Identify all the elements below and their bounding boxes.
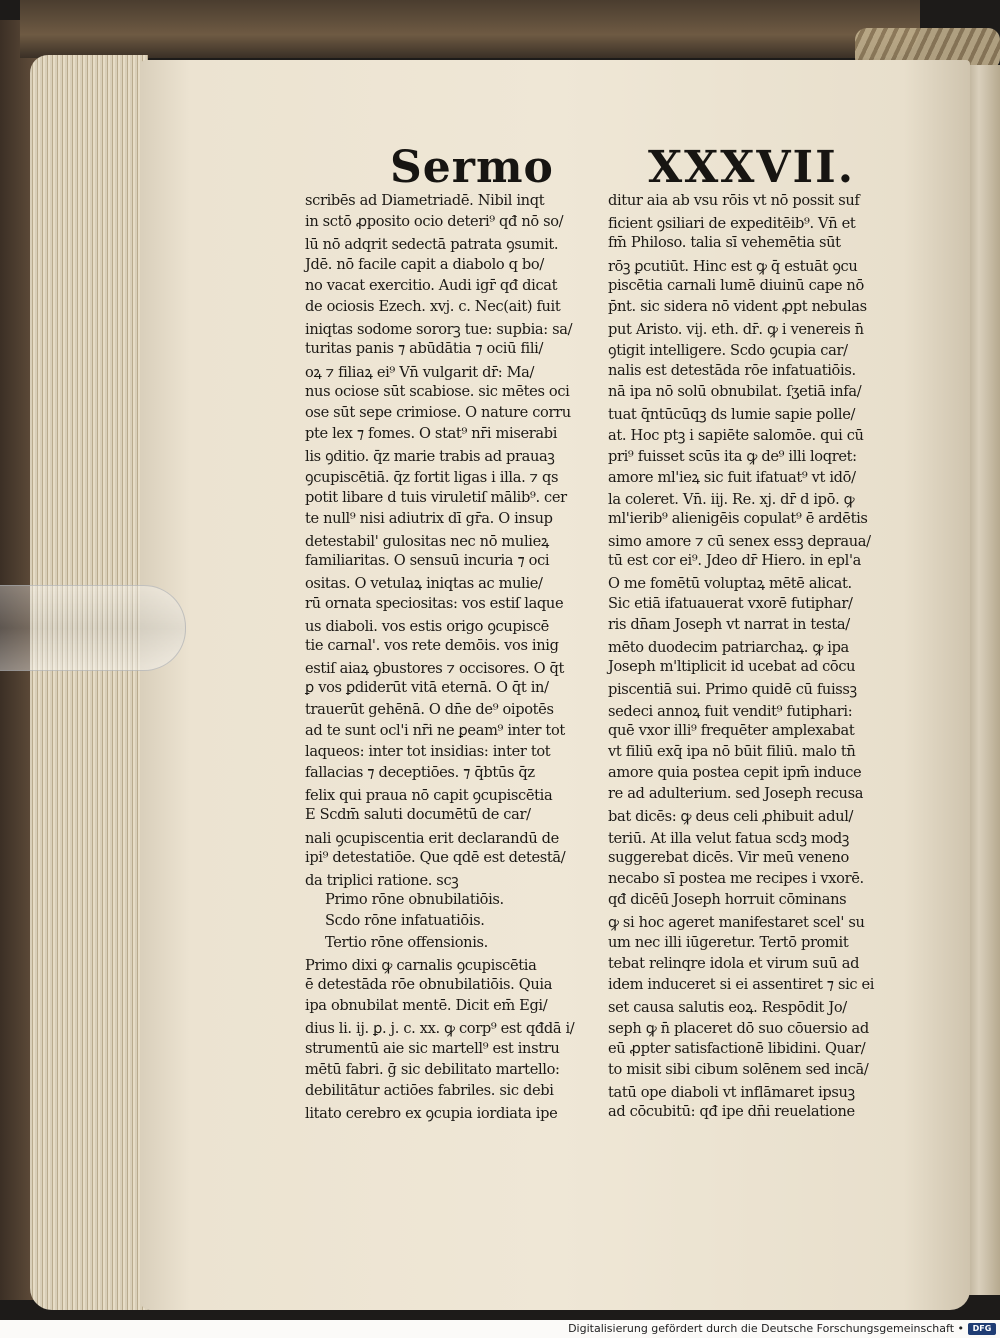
text-line: teriū. At illa velut fatua scdꝫ modꝫ xyxy=(608,829,850,847)
text-line: vt filiū exq̄ ipa nō būit filiū. malo tn̄ xyxy=(608,742,856,760)
text-line: eū ꝓpter satisfactionē libidini. Quar/ xyxy=(608,1039,866,1057)
text-line: ipa obnubilat mentē. Dicit em̄ Egi/ xyxy=(305,997,548,1015)
text-line: Jdē. nō facile capit a diabolo q bo/ xyxy=(305,255,544,273)
text-line: fallacias ⁊ deceptiōes. ⁊ q̄btūs q̄z xyxy=(305,764,535,782)
text-line: estiſ aiaꝝ ꝯbustores ⁊ occisores. O q̄t xyxy=(305,660,564,678)
text-line: familiaritas. O sensuū incuria ⁊ oci xyxy=(305,552,550,570)
text-line: ficient ꝯsiliari de expeditēib⁹. Vn̄ et xyxy=(608,215,856,233)
text-line: Tertio rōne offensionis. xyxy=(325,933,488,951)
text-line: Joseph m'ltiplicit id ucebat ad cōcu xyxy=(608,658,856,676)
text-line: qđ dicēū Joseph horruit cōminans xyxy=(608,891,847,909)
page-edges xyxy=(30,55,148,1310)
text-line: nus ociose sūt scabiose. sic mētes oci xyxy=(305,382,570,400)
text-line: ditur aia ab vsu rōis vt nō possit suf xyxy=(608,192,860,209)
text-line: fm̄ Philoso. talia sī vehemētia sūt xyxy=(608,234,841,252)
text-line: ad te sunt ocl'i nr̄i ne ꝑeam⁹ inter tot xyxy=(305,721,565,739)
text-line: bat dicēs: ꝙ deus celi ꝓhibuit adul/ xyxy=(608,808,854,826)
text-line: Scdo rōne infatuatiōis. xyxy=(325,912,485,930)
text-line: tie carnal'. vos rete demōis. vos inig xyxy=(305,636,559,654)
text-line: mēto duodecim patriarchaꝝ. ꝙ ipa xyxy=(608,638,849,656)
text-line: re ad adulterium. sed Joseph recusa xyxy=(608,785,864,803)
text-line: lū nō adqrit sedectā patrata ꝯsumit. xyxy=(305,236,559,254)
text-line: tatū ope diaboli vt inflāmaret ipsuꝫ xyxy=(608,1083,855,1101)
text-line: at. Hoc ptꝫ i sapiēte salomōe. qui cū xyxy=(608,427,864,445)
text-line: um nec illi iūgeretur. Tertō promit xyxy=(608,933,849,951)
text-line: piscentiā sui. Primo quidē cū fuissꝫ xyxy=(608,681,857,699)
text-line: O me fomētū voluptaꝝ mētē alicat. xyxy=(608,575,852,593)
text-line: p̄nt. sic sidera nō vident ꝓpt nebulas xyxy=(608,297,867,315)
text-line: pte lex ⁊ fomes. O stat⁹ nr̄i miserabi xyxy=(305,425,558,443)
text-line: tū est cor ei⁹. Jdeo dr̄ Hiero. in epl'a xyxy=(608,552,861,570)
text-line: simo amore ⁊ cū senex essꝫ depraua/ xyxy=(608,533,871,550)
text-line: tuat q̄ntūcūqꝫ ds lumie sapie polle/ xyxy=(608,405,856,423)
text-line: turitas panis ⁊ abūdātia ⁊ ociū fili/ xyxy=(305,340,544,358)
heading-title: Sermo xyxy=(390,142,554,193)
text-line: rōꝫ ꝑcutiūt. Hinc est ꝙ q̄ estuāt ꝯcu xyxy=(608,257,858,275)
text-line: Primo dixi ꝙ carnalis ꝯcupiscētia xyxy=(305,956,537,974)
text-line: amore ml'ieꝝ sic fuit ifatuat⁹ vt idō/ xyxy=(608,469,856,487)
text-line: us diaboli. vos estis origo ꝯcupiscē xyxy=(305,617,549,635)
text-line: te null⁹ nisi adiutrix dī gr̄a. O insup xyxy=(305,509,553,527)
text-line: to misit sibi cibum solēnem sed incā/ xyxy=(608,1060,869,1078)
text-line: nali ꝯcupiscentia erit declarandū de xyxy=(305,829,559,847)
text-line: tebat relinqre idola et virum suū ad xyxy=(608,954,860,972)
right-text-column xyxy=(608,192,908,1121)
text-line: ositas. O vetulaꝝ iniqtas ac mulie/ xyxy=(305,575,543,593)
text-line: ꝯtigit intelligere. Scdo ꝯcupia car/ xyxy=(608,342,848,360)
text-line: amore quia postea cepit ipm̄ induce xyxy=(608,764,862,782)
digitization-footer xyxy=(0,1320,1000,1338)
text-line: debilitātur actiōes fabriles. sic debi xyxy=(305,1081,554,1099)
text-line: da triplici ratione. scꝫ xyxy=(305,872,459,889)
text-line: ris dn̄am Joseph vt narrat in testa/ xyxy=(608,615,850,633)
text-line: in sctō ꝓposito ocio deteri⁹ qđ nō so/ xyxy=(305,213,564,231)
running-heading xyxy=(380,142,880,192)
text-line: idem induceret si ei assentiret ⁊ sic ei xyxy=(608,975,875,993)
text-line: put Aristo. vij. eth. dr̄. ꝙ i venereis n̄ xyxy=(608,321,864,339)
text-line: nalis est detestāda rōe infatuatiōis. xyxy=(608,361,856,379)
text-line: ml'ierib⁹ alienigēis copulat⁹ ē ardētis xyxy=(608,509,868,527)
text-line: iniqtas sodome sororꝫ tue: supbia: sa/ xyxy=(305,321,573,339)
text-line: litato cerebro ex ꝯcupia iordiata ipe xyxy=(305,1105,558,1123)
text-line: set causa salutis eoꝝ. Respōdit Jo/ xyxy=(608,999,847,1017)
text-line: nā ipa nō solū obnubilat. ſʒetiā infa/ xyxy=(608,382,862,400)
text-line: Primo rōne obnubilatiōis. xyxy=(325,891,504,909)
text-line: mētū fabri. ḡ sic debilitato martello: xyxy=(305,1060,560,1078)
dfg-logo: DFG xyxy=(968,1323,996,1335)
text-line: de ociosis Ezech. xvj. c. Nec(ait) fuit xyxy=(305,297,561,315)
text-line: necabo sī postea me recipes i vxorē. xyxy=(608,870,864,887)
text-line: ꝙ si hoc ageret manifestaret scel' su xyxy=(608,914,865,932)
text-line: la coleret. Vn̄. iij. Re. xj. dr̄ d ipō. ꝙ xyxy=(608,490,855,508)
text-line: ē detestāda rōe obnubilatiōis. Quia xyxy=(305,975,553,993)
facing-page-edge xyxy=(965,65,1000,1295)
text-line: lis ꝯditio. q̄z marie trabis ad prauaꝫ xyxy=(305,448,555,466)
text-line: ose sūt sepe crimiose. O nature corru xyxy=(305,403,571,421)
book-cover-top xyxy=(20,0,920,58)
text-line: E Scdm̄ saluti documētū de car/ xyxy=(305,806,531,824)
funding-credit: Digitalisierung gefördert durch die Deutsche Forschungsgemeinschaft • xyxy=(568,1322,964,1335)
text-line: rū ornata speciositas: vos estiſ laque xyxy=(305,594,564,612)
text-line: ipi⁹ detestatiōe. Que qdē est detestā/ xyxy=(305,848,566,866)
left-text-column xyxy=(305,192,605,1123)
transparent-page-marker xyxy=(0,585,186,671)
text-line: seph ꝙ n̄ placeret dō suo cōuersio ad xyxy=(608,1020,869,1038)
text-line: ad cōcubitū: qđ ipe dn̄i reuelatione xyxy=(608,1103,855,1121)
text-line: laqueos: inter tot insidias: inter tot xyxy=(305,742,551,760)
text-line: ꝑ vos ꝑdiderūt vitā eternā. O q̄t in/ xyxy=(305,679,549,697)
text-line: Sic etiā ifatuauerat vxorē futiphar/ xyxy=(608,594,853,612)
text-line: scribēs ad Diametriadē. Nibil inqt xyxy=(305,192,545,209)
text-line: potit libare d tuis viruletiſ mālib⁹. cer xyxy=(305,488,567,506)
text-line: felix qui praua nō capit ꝯcupiscētia xyxy=(305,787,553,805)
text-line: strumentū aie sic martell⁹ est instru xyxy=(305,1039,560,1057)
text-line: detestabil' gulositas nec nō mulieꝝ xyxy=(305,533,549,550)
text-line: quē vxor illi⁹ frequēter amplexabat xyxy=(608,721,855,739)
text-line: trauerūt gehēnā. O dn̄e de⁹ oipotēs xyxy=(305,700,554,718)
text-line: suggerebat dicēs. Vir meū veneno xyxy=(608,848,849,866)
text-line: sedeci annoꝝ fuit vendit⁹ futiphari: xyxy=(608,702,853,720)
text-line: piscētia carnali lumē diuinū cape nō xyxy=(608,276,864,294)
text-line: pri⁹ fuisset scūs ita ꝙ de⁹ illi loqret: xyxy=(608,448,857,466)
heading-number: XXXVII. xyxy=(648,142,856,193)
text-line: ꝯcupiscētiā. q̄z fortit ligas i illa. ⁊ qs xyxy=(305,469,559,487)
text-line: oꝝ ⁊ filiaꝝ ei⁹ Vn̄ vulgarit dr̄: Ma/ xyxy=(305,363,535,381)
text-line: dius li. ij. ꝑ. j. c. xx. ꝙ corp⁹ est qđdā i/ xyxy=(305,1020,575,1038)
text-line: no vacat exercitio. Audi igr̄ qđ dicat xyxy=(305,276,558,294)
